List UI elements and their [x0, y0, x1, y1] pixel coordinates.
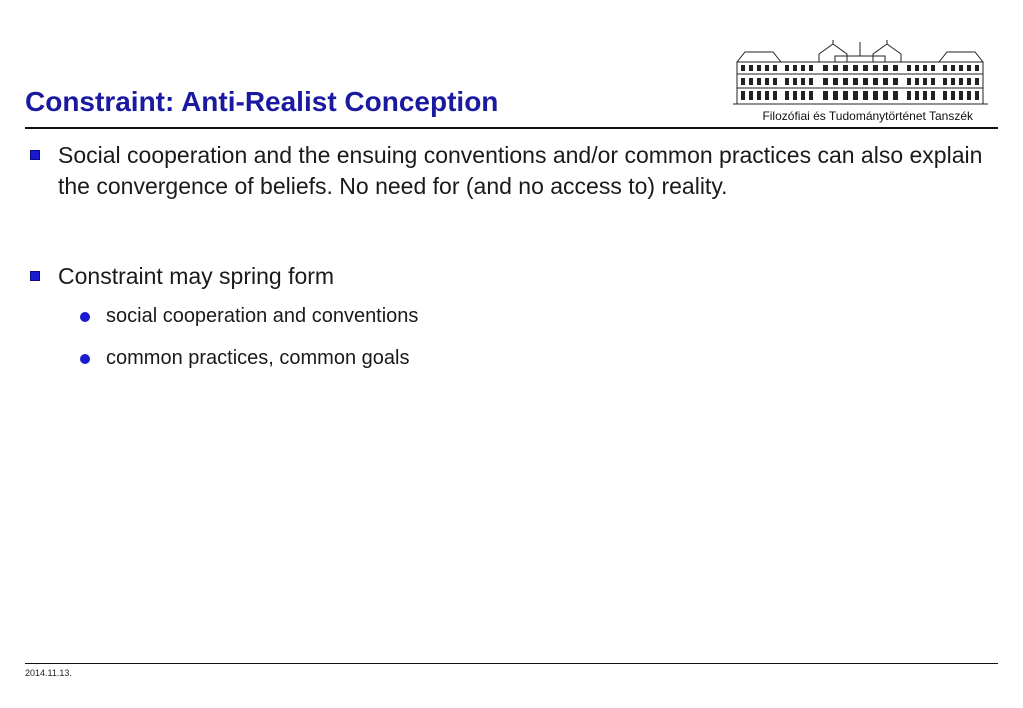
bullet-item — [30, 140, 990, 202]
round-bullet-icon — [80, 354, 90, 364]
sub-bullet-list — [58, 304, 990, 370]
department-name: Filozófiai és Tudománytörténet Tanszék — [762, 109, 973, 123]
header-divider — [25, 127, 998, 129]
slide-date: 2014.11.13. — [25, 668, 72, 678]
footer-divider — [25, 663, 998, 664]
square-bullet-icon — [30, 271, 40, 281]
bullet-text: Constraint may spring form — [58, 263, 335, 289]
sub-bullet-item — [58, 304, 990, 328]
slide-title: Constraint: Anti-Realist Conception — [25, 86, 499, 117]
university-building-logo — [733, 40, 988, 106]
sub-bullet-text: social cooperation and conventions — [106, 305, 419, 327]
round-bullet-icon — [80, 312, 90, 322]
square-bullet-icon — [30, 150, 40, 160]
bullet-list — [30, 140, 990, 388]
bullet-text: Social cooperation and the ensuing conventions and/or common practices can also explain the convergence of beliefs. No need for (and no access to) reality. — [58, 142, 983, 199]
sub-bullet-text: common practices, common goals — [106, 347, 410, 369]
sub-bullet-item — [58, 346, 990, 370]
bullet-item — [30, 261, 990, 370]
